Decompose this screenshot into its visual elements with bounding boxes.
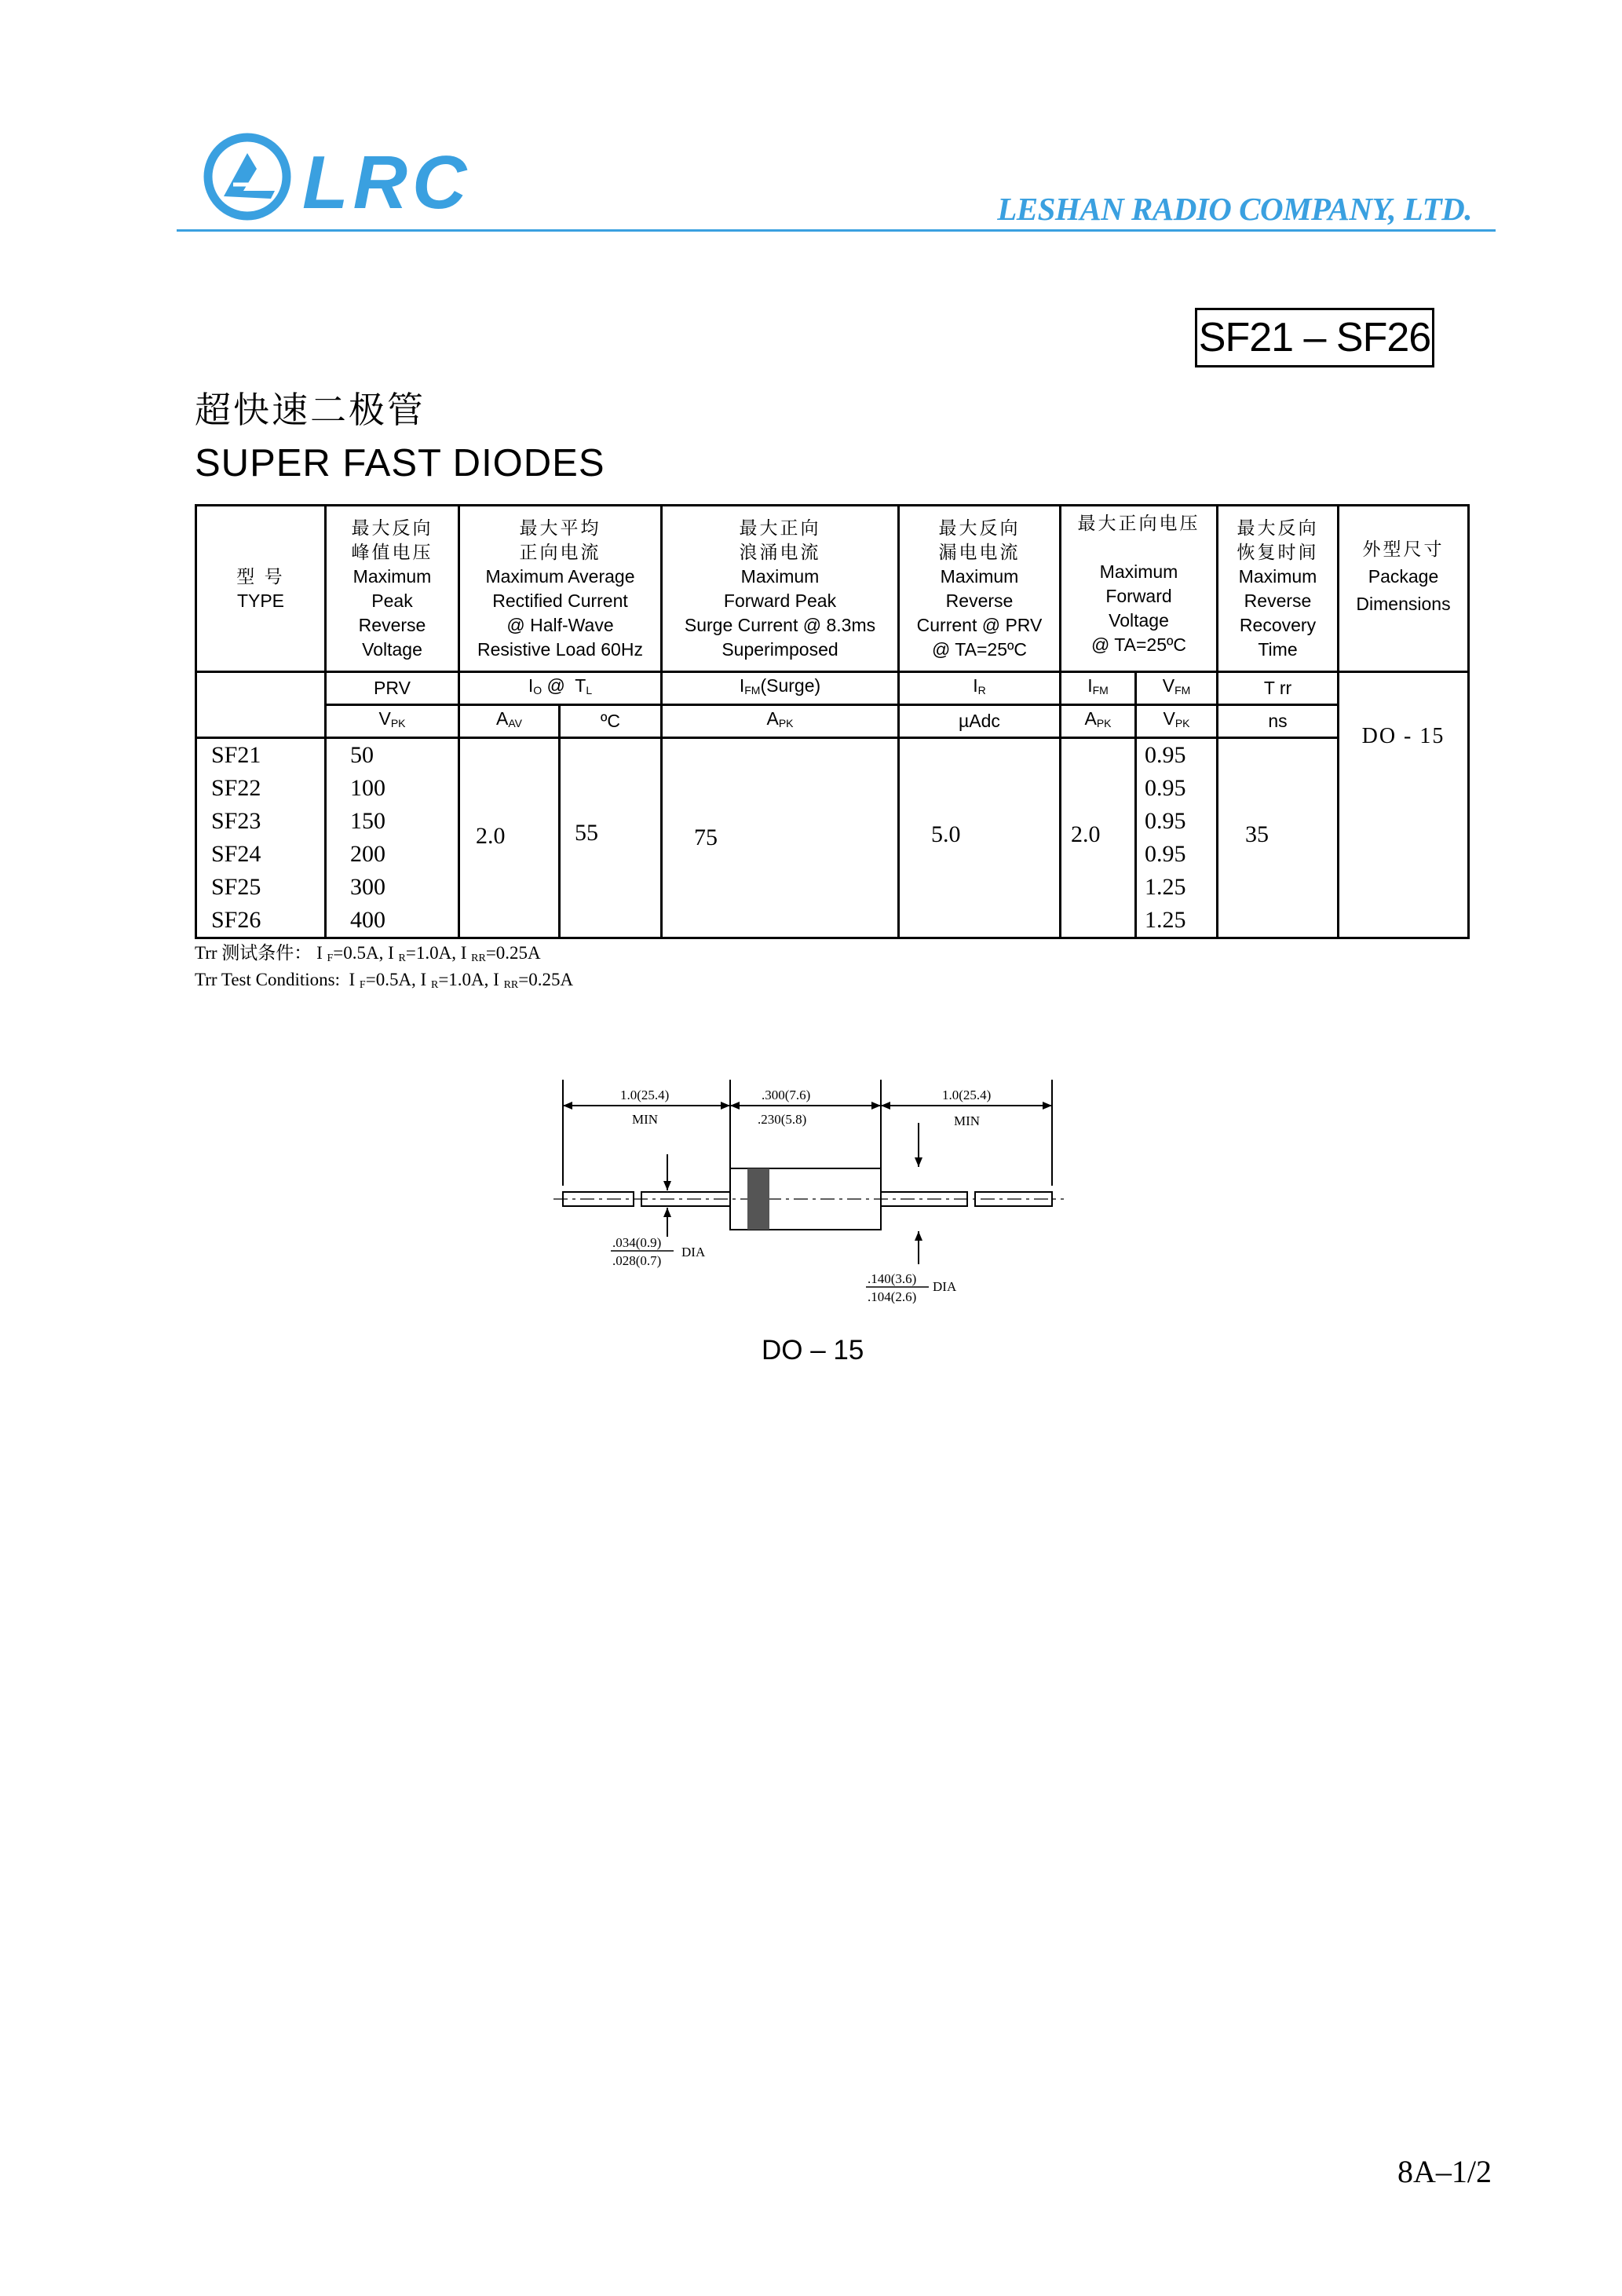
symbol-row — [196, 672, 1469, 705]
header-ifsm: 最大正向 浪涌电流 Maximum Forward Peak Surge Current @ 8.3ms Superimposed — [662, 506, 899, 672]
symbol-ifm: $I_{FM}$ — [1061, 672, 1136, 705]
header-prv: 最大反向 峰值电压 Maximum Peak Reverse Voltage — [326, 506, 459, 672]
vf-value: 1.25 — [1145, 907, 1186, 933]
do15-outline-drawing — [550, 1076, 1068, 1303]
tl-value: 55 — [560, 738, 662, 938]
symbol-vfm: $V_{FM}$ — [1136, 672, 1218, 705]
dia-label-lead: DIA — [681, 1245, 706, 1260]
symbol-ir: $I_R$ — [899, 672, 1061, 705]
prv-list — [326, 738, 459, 938]
type-item: SF23 — [211, 808, 261, 834]
ifm-value: 2.0 — [1061, 738, 1136, 938]
unit-io: $A_{AV}$ — [459, 705, 560, 738]
vf-list — [1136, 738, 1218, 938]
lead-length-left: 1.0(25.4) — [620, 1088, 670, 1102]
min-right: MIN — [954, 1113, 981, 1128]
trr-value: 35 — [1218, 738, 1339, 938]
symbol-prv: PRV — [326, 672, 459, 705]
cathode-band — [747, 1168, 769, 1230]
type-item: SF24 — [211, 841, 261, 867]
lrc-logo — [200, 130, 483, 224]
vf-value: 1.25 — [1145, 874, 1186, 900]
type-item: SF22 — [211, 775, 261, 801]
unit-tl: ºC — [560, 705, 662, 738]
prv-value: 200 — [350, 841, 385, 867]
unit-ir: µAdc — [899, 705, 1061, 738]
logo-text: LRC — [302, 141, 472, 224]
body-length-min: .230(5.8) — [758, 1112, 807, 1127]
part-range-box: SF21 – SF26 — [1195, 308, 1434, 367]
io-value: 2.0 — [459, 738, 560, 938]
header-package: 外型尺寸 Package Dimensions — [1339, 506, 1469, 672]
vf-value: 0.95 — [1145, 808, 1186, 834]
spec-table — [195, 504, 1470, 939]
prv-value: 50 — [350, 742, 374, 768]
test-conditions-cn: Trr 测试条件： I $_F$=0.5A, I $_R$=1.0A, I $_{RR}$=0.25A — [195, 943, 541, 964]
unit-trr: ns — [1218, 705, 1339, 738]
title-english: SUPER FAST DIODES — [195, 442, 605, 484]
header-io: 最大平均 正向电流 Maximum Average Rectified Current @ Half-Wave Resistive Load 60Hz — [459, 506, 662, 672]
unit-vfm: $V_{PK}$ — [1136, 705, 1218, 738]
symbol-io: $I_O$ @ $T_L$ — [459, 672, 662, 705]
header-trr: 最大反向 恢复时间 Maximum Reverse Recovery Time — [1218, 506, 1339, 672]
min-left: MIN — [632, 1112, 659, 1127]
ir-value: 5.0 — [899, 738, 1061, 938]
body-dia-max: .140(3.6) — [868, 1271, 917, 1286]
prv-value: 100 — [350, 775, 385, 801]
header-vf: 最大正向电压 Maximum Forward Voltage @ TA=25ºC — [1061, 506, 1218, 672]
body-length-max: .300(7.6) — [762, 1088, 811, 1102]
data-row — [196, 738, 1469, 938]
title-chinese: 超快速二极管 — [195, 389, 426, 430]
body-dia-min: .104(2.6) — [868, 1289, 917, 1303]
header-type: 型 号 TYPE — [196, 506, 326, 672]
company-name: LESHAN RADIO COMPANY, LTD. — [997, 191, 1472, 227]
package-label: DO – 15 — [762, 1335, 864, 1366]
vf-value: 0.95 — [1145, 841, 1186, 867]
unit-ifm: $A_{PK}$ — [1061, 705, 1136, 738]
unit-row — [196, 705, 1469, 738]
type-list — [196, 738, 326, 938]
symbol-trr: T rr — [1218, 672, 1339, 705]
lead-dia-max: .034(0.9) — [612, 1235, 662, 1250]
type-item: SF25 — [211, 874, 261, 900]
dia-label-body: DIA — [933, 1279, 957, 1294]
vf-value: 0.95 — [1145, 742, 1186, 768]
symbol-blank — [196, 672, 326, 738]
header-row — [196, 506, 1469, 672]
package-cell: DO - 15 — [1339, 672, 1469, 938]
lead-dia-min: .028(0.7) — [612, 1253, 662, 1268]
page-number: 8A–1/2 — [1397, 2154, 1492, 2189]
prv-value: 300 — [350, 874, 385, 900]
unit-prv: $V_{PK}$ — [326, 705, 459, 738]
test-conditions-en: Trr Test Conditions: I $_F$=0.5A, I $_R$=1.0A, I $_{RR}$=0.25A — [195, 970, 574, 991]
type-item: SF21 — [211, 742, 261, 768]
unit-ifsm: $A_{PK}$ — [662, 705, 899, 738]
prv-value: 400 — [350, 907, 385, 933]
prv-value: 150 — [350, 808, 385, 834]
lead-length-right: 1.0(25.4) — [942, 1088, 992, 1102]
type-item: SF26 — [211, 907, 261, 933]
header-ir: 最大反向 漏电电流 Maximum Reverse Current @ PRV @ TA=25ºC — [899, 506, 1061, 672]
header-divider — [177, 229, 1496, 232]
vf-value: 0.95 — [1145, 775, 1186, 801]
symbol-ifsm: $I_{FM}(Surge)$ — [662, 672, 899, 705]
ifsm-value: 75 — [662, 738, 899, 938]
